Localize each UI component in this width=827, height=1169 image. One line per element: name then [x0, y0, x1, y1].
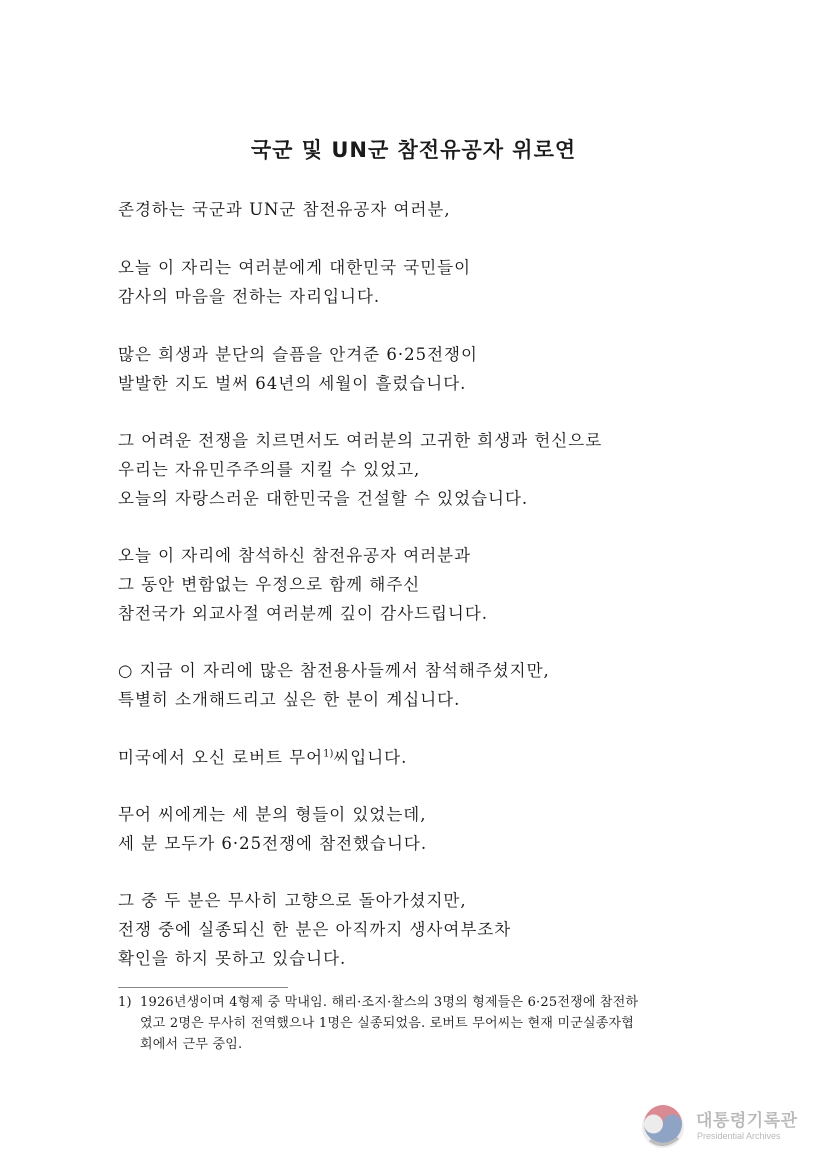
- paragraph-line: 그 중 두 분은 무사히 고향으로 돌아가셨지만,: [118, 891, 467, 910]
- paragraph-line: 전쟁 중에 실종되신 한 분은 아직까지 생사여부조차: [118, 920, 512, 939]
- paragraph-line: 특별히 소개해드리고 싶은 한 분이 계십니다.: [118, 690, 461, 709]
- paragraph-line: 많은 희생과 분단의 슬픔을 안겨준 6·25전쟁이: [118, 345, 478, 364]
- paragraph-line: 세 분 모두가 6·25전쟁에 참전했습니다.: [118, 834, 428, 853]
- footnote-line: [118, 992, 718, 1013]
- footnote-line: 회에서 근무 중임.: [140, 1037, 243, 1052]
- footnote-number: 1): [118, 995, 132, 1010]
- paragraph-line: 감사의 마음을 전하는 자리입니다.: [118, 287, 381, 306]
- paragraph-line: 발발한 지도 벌써 64년의 세월이 흘렀습니다.: [118, 374, 467, 393]
- salutation: 존경하는 국군과 UN군 참전유공자 여러분,: [118, 200, 451, 219]
- archives-watermark: [640, 1102, 810, 1150]
- paragraph-line: 오늘 이 자리에 참석하신 참전유공자 여러분과: [118, 546, 472, 565]
- footnote-text: 1926년생이며 4형제 중 막내임. 해리·조지·찰스의 3명의 형제들은 6·25전쟁에 참전하: [140, 995, 639, 1010]
- paragraph-line: 그 어려운 전쟁을 치르면서도 여러분의 고귀한 희생과 헌신으로: [118, 431, 603, 450]
- footnote-divider: [118, 987, 288, 988]
- archives-name-english: Presidential Archives: [697, 1131, 781, 1141]
- document-title: 국군 및 UN군 참전유공자 위로연: [250, 138, 577, 162]
- paragraph-line: 오늘 이 자리는 여러분에게 대한민국 국민들이: [118, 258, 472, 277]
- taegeuk-logo-icon: [640, 1104, 686, 1150]
- paragraph-line: 그 동안 변함없는 우정으로 함께 해주신: [118, 575, 421, 594]
- footnote-reference[interactable]: 1): [323, 748, 334, 760]
- paragraph-text: 미국에서 오신 로버트 무어: [118, 748, 324, 767]
- paragraph-line: 참전국가 외교사절 여러분께 깊이 감사드립니다.: [118, 604, 489, 623]
- paragraph-line: ○ 지금 이 자리에 많은 참전용사들께서 참석해주셨지만,: [118, 661, 550, 680]
- paragraph-line: [118, 748, 407, 768]
- paragraph-text: 씨입니다.: [333, 748, 408, 767]
- archives-name-korean: 대통령기록관: [696, 1111, 798, 1131]
- paragraph-line: 무어 씨에게는 세 분의 형들이 있었는데,: [118, 805, 427, 824]
- paragraph-line: 확인을 하지 못하고 있습니다.: [118, 949, 347, 968]
- footnote-line: 였고 2명은 무사히 전역했으나 1명은 실종되었음. 로버트 무어씨는 현재 미군실종자협: [140, 1016, 635, 1031]
- paragraph-line: 우리는 자유민주주의를 지킬 수 있었고,: [118, 460, 421, 479]
- paragraph-line: 오늘의 자랑스러운 대한민국을 건설할 수 있었습니다.: [118, 489, 529, 508]
